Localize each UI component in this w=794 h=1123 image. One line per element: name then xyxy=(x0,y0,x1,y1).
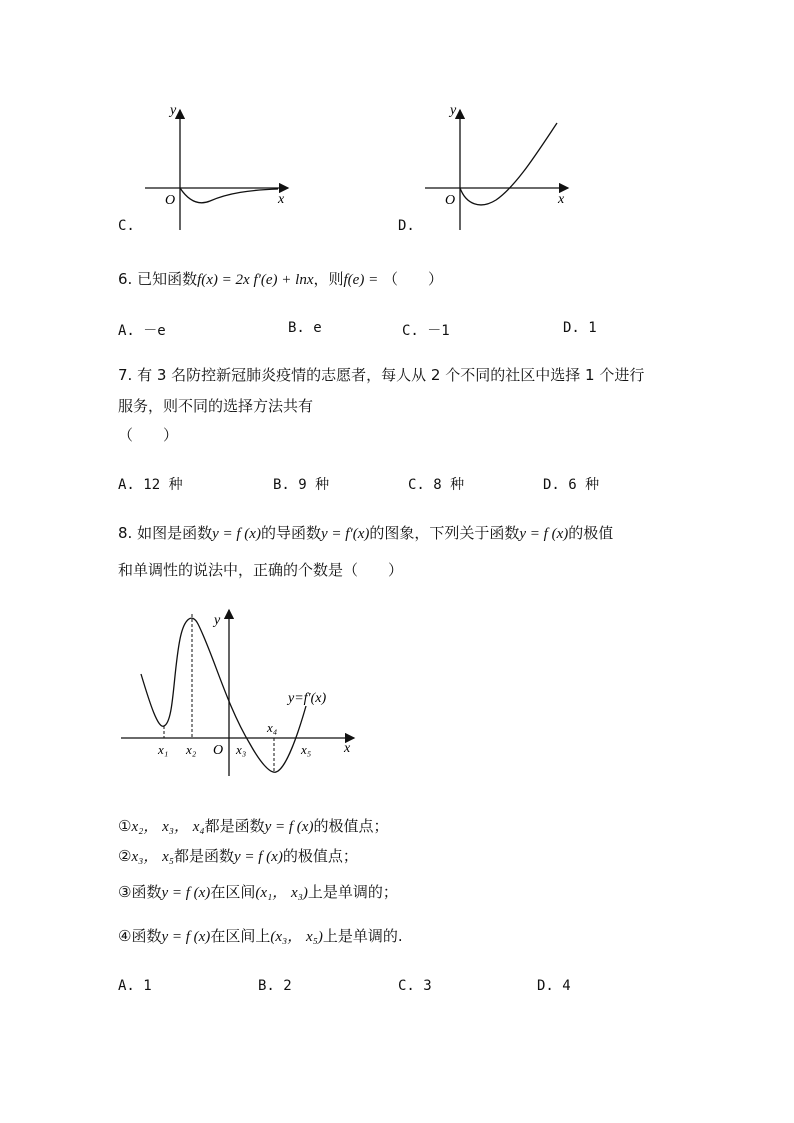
s3-interval: (x₁， x₃) xyxy=(255,885,308,901)
curve xyxy=(460,123,557,205)
q6-formula2: f(e) = xyxy=(343,272,379,288)
x5-label: x₅ xyxy=(301,742,312,757)
q6-mid: ，则 xyxy=(313,270,344,288)
question-7-line1: 7. 有 3 名防控新冠肺炎疫情的志愿者，每人从 2 个不同的社区中选择 1 个进行 xyxy=(118,366,645,384)
x2-label: x₂ xyxy=(186,742,197,757)
question-8-line1 xyxy=(118,519,613,548)
q7-option-c: C. 8 种 xyxy=(408,477,465,493)
s3-end: 上是单调的； xyxy=(307,883,398,901)
q6-paren: （ ） xyxy=(382,270,443,288)
figure-d-graph xyxy=(420,98,580,238)
q6-option-c: C. －1 xyxy=(402,323,450,339)
statement-1 xyxy=(118,812,388,841)
q7-option-d: D. 6 种 xyxy=(543,477,600,493)
statement-4 xyxy=(118,922,403,951)
q6-formula: f(x) = 2x f′(e) + lnx xyxy=(197,272,314,288)
s2-func: y = f (x) xyxy=(233,849,283,865)
q8-func-2: y = f′(x) xyxy=(320,526,370,542)
q8-text-2: 的导函数 xyxy=(260,524,321,542)
q8-option-d: D. 4 xyxy=(537,978,571,994)
s2-points: x₃， x₅ xyxy=(131,849,174,865)
s4-func: y = f (x) xyxy=(161,929,211,945)
s4-text-1: ④函数 xyxy=(118,927,162,945)
q7-option-b: B. 9 种 xyxy=(273,477,330,493)
y-label: y xyxy=(214,613,221,628)
derivative-graph xyxy=(118,604,368,784)
s3-text-1: ③函数 xyxy=(118,883,162,901)
q6-option-d: D. 1 xyxy=(563,320,597,336)
question-7-line3: （ ） xyxy=(118,426,179,444)
q8-option-c: C. 3 xyxy=(398,978,432,994)
q7-option-a: A. 12 种 xyxy=(118,477,183,493)
s1-end: 的极值点； xyxy=(313,817,389,835)
origin-label: O xyxy=(445,193,456,208)
q8-func-3: y = f (x) xyxy=(519,526,569,542)
x-label: x xyxy=(344,741,351,756)
figure-c-graph xyxy=(140,98,300,238)
s4-text-2: 在区间上 xyxy=(210,927,271,945)
s1-func: y = f (x) xyxy=(264,819,314,835)
question-8-line2: 和单调性的说法中，正确的个数是（ ） xyxy=(118,561,404,579)
q6-prefix: 6. 已知函数 xyxy=(118,270,198,288)
s3-text-2: 在区间 xyxy=(210,883,256,901)
q8-option-a: A. 1 xyxy=(118,978,152,994)
origin-label: O xyxy=(165,193,176,208)
statement-3 xyxy=(118,878,398,907)
option-c-label: C. xyxy=(118,218,135,234)
s1-points: x₂， x₃， x₄ xyxy=(131,819,205,835)
s2-text: 都是函数 xyxy=(173,847,234,865)
option-d-label: D. xyxy=(398,218,415,234)
x-label: x xyxy=(278,192,285,207)
curve-label: y=f′(x) xyxy=(288,691,327,706)
question-7-line2: 服务，则不同的选择方法共有 xyxy=(118,397,314,415)
x4-label: x₄ xyxy=(267,720,278,735)
s1-text: 都是函数 xyxy=(204,817,265,835)
origin-label: O xyxy=(213,743,224,758)
question-6 xyxy=(118,265,443,294)
statement-2 xyxy=(118,842,358,871)
x1-label: x₁ xyxy=(158,742,169,757)
q8-text-1: 8. 如图是函数 xyxy=(118,524,213,542)
y-label: y xyxy=(450,103,457,118)
q6-option-b: B. e xyxy=(288,320,322,336)
q8-text-3: 的图象，下列关于函数 xyxy=(369,524,520,542)
q8-option-b: B. 2 xyxy=(258,978,292,994)
x3-label: x₃ xyxy=(236,742,247,757)
q8-text-4: 的极值 xyxy=(568,524,614,542)
s2-num: ② xyxy=(118,847,132,865)
s1-num: ① xyxy=(118,817,132,835)
s4-end: 上是单调的. xyxy=(322,927,403,945)
q8-func-1: y = f (x) xyxy=(212,526,261,542)
q6-option-a: A. －e xyxy=(118,323,166,339)
s3-func: y = f (x) xyxy=(161,885,211,901)
y-label: y xyxy=(170,103,177,118)
x-label: x xyxy=(558,192,565,207)
s4-interval: (x₃， x₅) xyxy=(270,929,323,945)
curve xyxy=(180,188,278,203)
s2-end: 的极值点； xyxy=(282,847,358,865)
